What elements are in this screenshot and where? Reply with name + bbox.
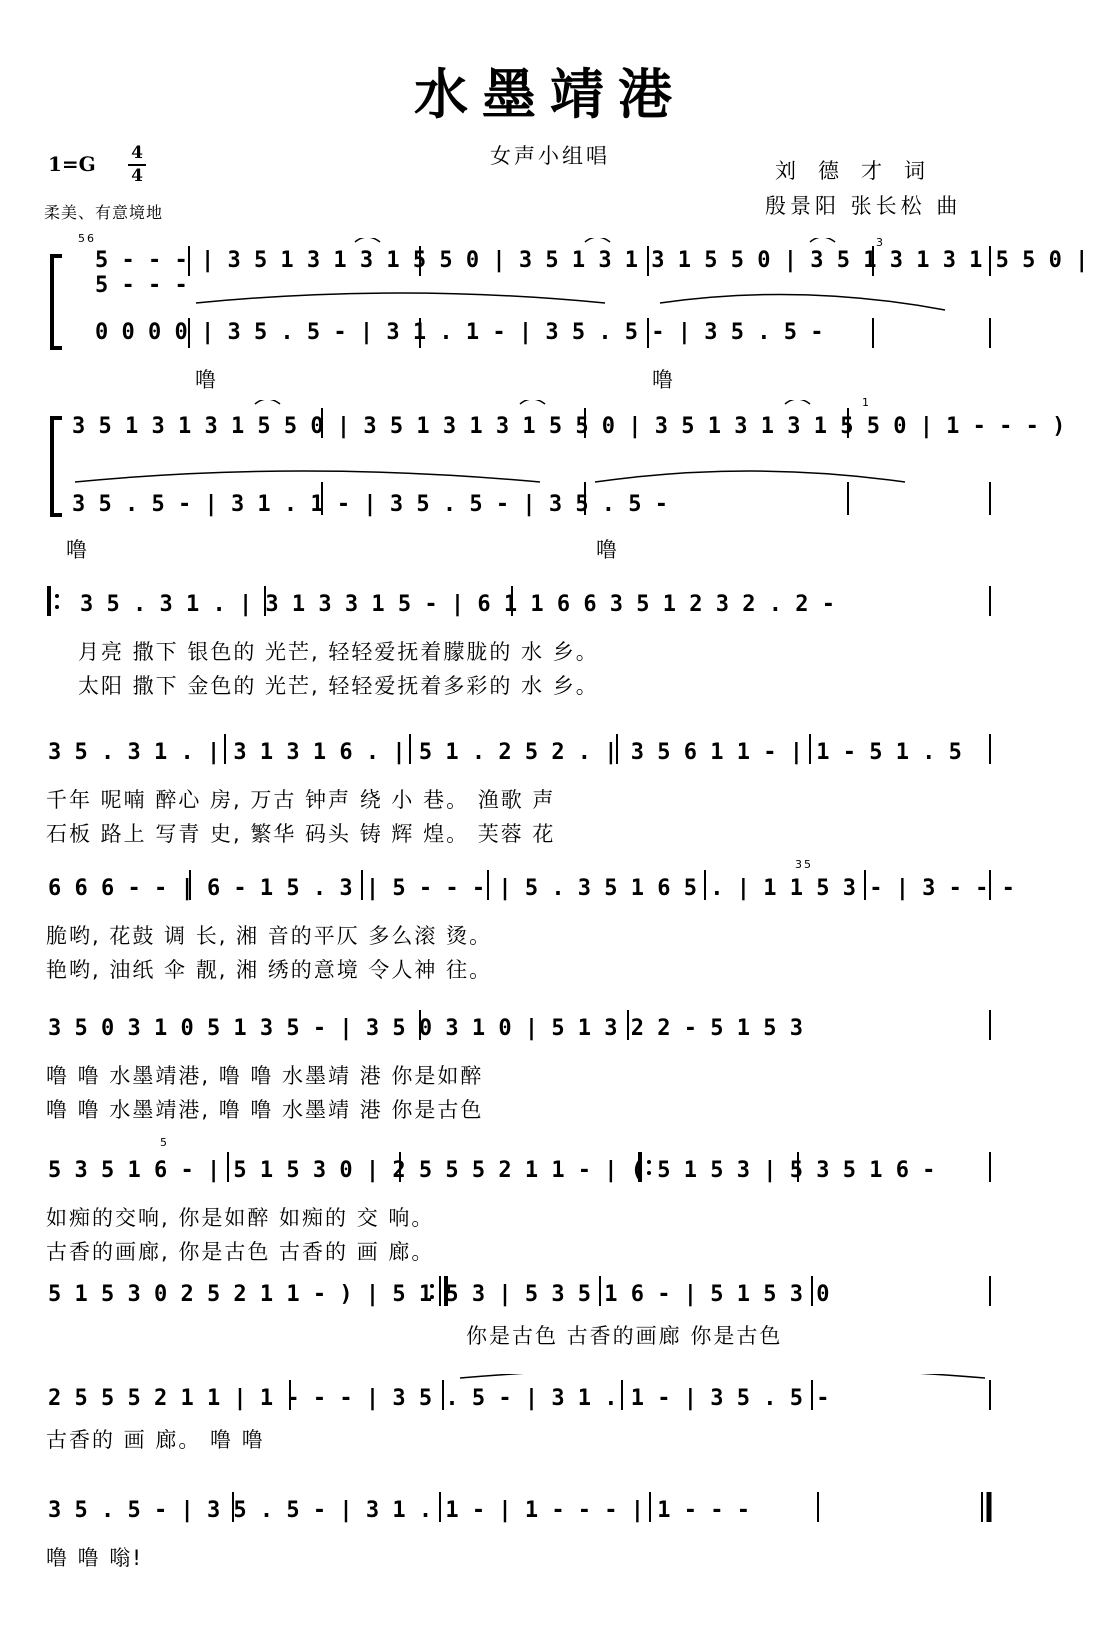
system-2-lower-notes	[0, 492, 1100, 538]
key-signature: 1=G	[48, 152, 96, 176]
lyric-verse-1: 脆哟, 花鼓 调 长, 湘 音的平仄 多么滚 烫。	[46, 924, 493, 948]
notes-line: 5 3 5 1 6 - | 5 1 5 3 0 | 2 5 5 5 2 1 1 - | ( 5 1 5 3 | 5 3 5 1 6 -	[48, 1158, 936, 1183]
notes-line: 5 - - - | 3 5 1 3 1 3 1 5 5 0 | 3 5 1 3 1 3 1 5 5 0 | 3 5 1 3 1 3 1 5 5 0 | 5 - - -	[95, 248, 1089, 298]
composer-credit: 殷景阳 张长松 曲	[765, 194, 962, 218]
grace-note: 5	[160, 1136, 169, 1149]
row-7-notes	[0, 1158, 1100, 1204]
lyric: 噜	[596, 538, 619, 562]
lyric-verse-1: 你是古色 古香的画廊 你是古色	[466, 1324, 783, 1348]
system-2-upper-notes	[0, 414, 1100, 460]
lyricist-credit: 刘德才词	[775, 159, 947, 183]
time-signature	[128, 145, 146, 185]
notes-line: 3 5 . 3 1 . | 3 1 3 3 1 5 - | 6 1 1 6 6 3 5 1 2 3 2 . 2 -	[80, 592, 835, 617]
lyric-verse-1: 如痴的交响, 你是如醉 如痴的 交 响。	[46, 1206, 435, 1230]
lyric-verse-2: 古香的画廊, 你是古色 古香的 画 廊。	[46, 1240, 435, 1264]
row-5-notes	[0, 876, 1100, 922]
time-signature-top: 4	[131, 143, 143, 163]
row-6-notes	[0, 1016, 1100, 1062]
lyric: 噜	[652, 368, 675, 392]
grace-note: 3	[876, 236, 885, 249]
lyric-verse-2: 艳哟, 油纸 伞 靓, 湘 绣的意境 令人神 往。	[46, 958, 493, 982]
grace-note: 35	[795, 858, 813, 871]
row-4-notes	[0, 740, 1100, 786]
lyric-verse-1: 月亮 撒下 银色的 光芒, 轻轻爱抚着朦胧的 水 乡。	[78, 640, 599, 664]
performance-subtitle: 女声小组唱	[490, 144, 610, 168]
system-1-upper-notes	[0, 248, 1100, 298]
time-signature-bottom: 4	[131, 166, 143, 186]
notes-line: 0 0 0 0 | 3 5 . 5 - | 3 1 . 1 - | 3 5 . 5 - | 3 5 . 5 -	[95, 320, 824, 345]
lyric-verse-1: 古香的 画 廊。 噜 噜	[46, 1428, 265, 1452]
notes-line: 6 6 6 - - | 6 - 1 5 . 3 | 5 - - - | 5 . 3 5 1 6 5 . | 1 1 5 3 - | 3 - - -	[48, 876, 1015, 901]
notes-line: 3 5 . 5 - | 3 5 . 5 - | 3 1 . 1 - | 1 - - - | 1 - - -	[48, 1498, 750, 1523]
notes-line: 2 5 5 5 2 1 1 | 1 - - - | 3 5 . 5 - | 3 1 . 1 - | 3 5 . 5 -	[48, 1386, 830, 1411]
lyric-verse-2: 石板 路上 写青 史, 繁华 码头 铸 辉 煌。 芙蓉 花	[46, 822, 556, 846]
notes-line: 3 5 . 5 - | 3 1 . 1 - | 3 5 . 5 - | 3 5 . 5 -	[72, 492, 669, 517]
lyric-verse-1: 千年 呢喃 醉心 房, 万古 钟声 绕 小 巷。 渔歌 声	[46, 788, 556, 812]
lyric: 噜	[66, 538, 89, 562]
notes-line: 3 5 1 3 1 3 1 5 5 0 | 3 5 1 3 1 3 1 5 5 0 | 3 5 1 3 1 3 1 5 5 0 | 1 - - - )	[72, 414, 1066, 439]
lyric-verse-1: 噜 噜 嗡!	[46, 1546, 143, 1570]
grace-note: 1	[862, 396, 871, 409]
lyric-verse-1: 噜 噜 水墨靖港, 噜 噜 水墨靖 港 你是如醉	[46, 1064, 484, 1088]
grace-note: 56	[78, 232, 96, 245]
lyric: 噜	[195, 368, 218, 392]
lyric-verse-2: 太阳 撒下 金色的 光芒, 轻轻爱抚着多彩的 水 乡。	[78, 674, 599, 698]
lyric-verse-2: 噜 噜 水墨靖港, 噜 噜 水墨靖 港 你是古色	[46, 1098, 484, 1122]
system-1-lower-notes	[0, 320, 1100, 366]
page-title: 水墨靖港	[414, 63, 686, 126]
row-10-notes	[0, 1498, 1100, 1544]
row-3-notes	[0, 592, 1100, 638]
notes-line: 3 5 . 3 1 . | 3 1 3 1 6 . | 5 1 . 2 5 2 . | 3 5 6 1 1 - | 1 - 5 1 . 5	[48, 740, 962, 765]
tempo-mark: 柔美、有意境地	[44, 203, 164, 222]
notes-line: 3 5 0 3 1 0 5 1 3 5 - | 3 5 0 3 1 0 | 5 1 3 2 2 - 5 1 5 3	[48, 1016, 803, 1041]
notes-line: 5 1 5 3 0 2 5 2 1 1 - ) | 5 1 5 3 | 5 3 5 1 6 - | 5 1 5 3 0	[48, 1282, 830, 1307]
